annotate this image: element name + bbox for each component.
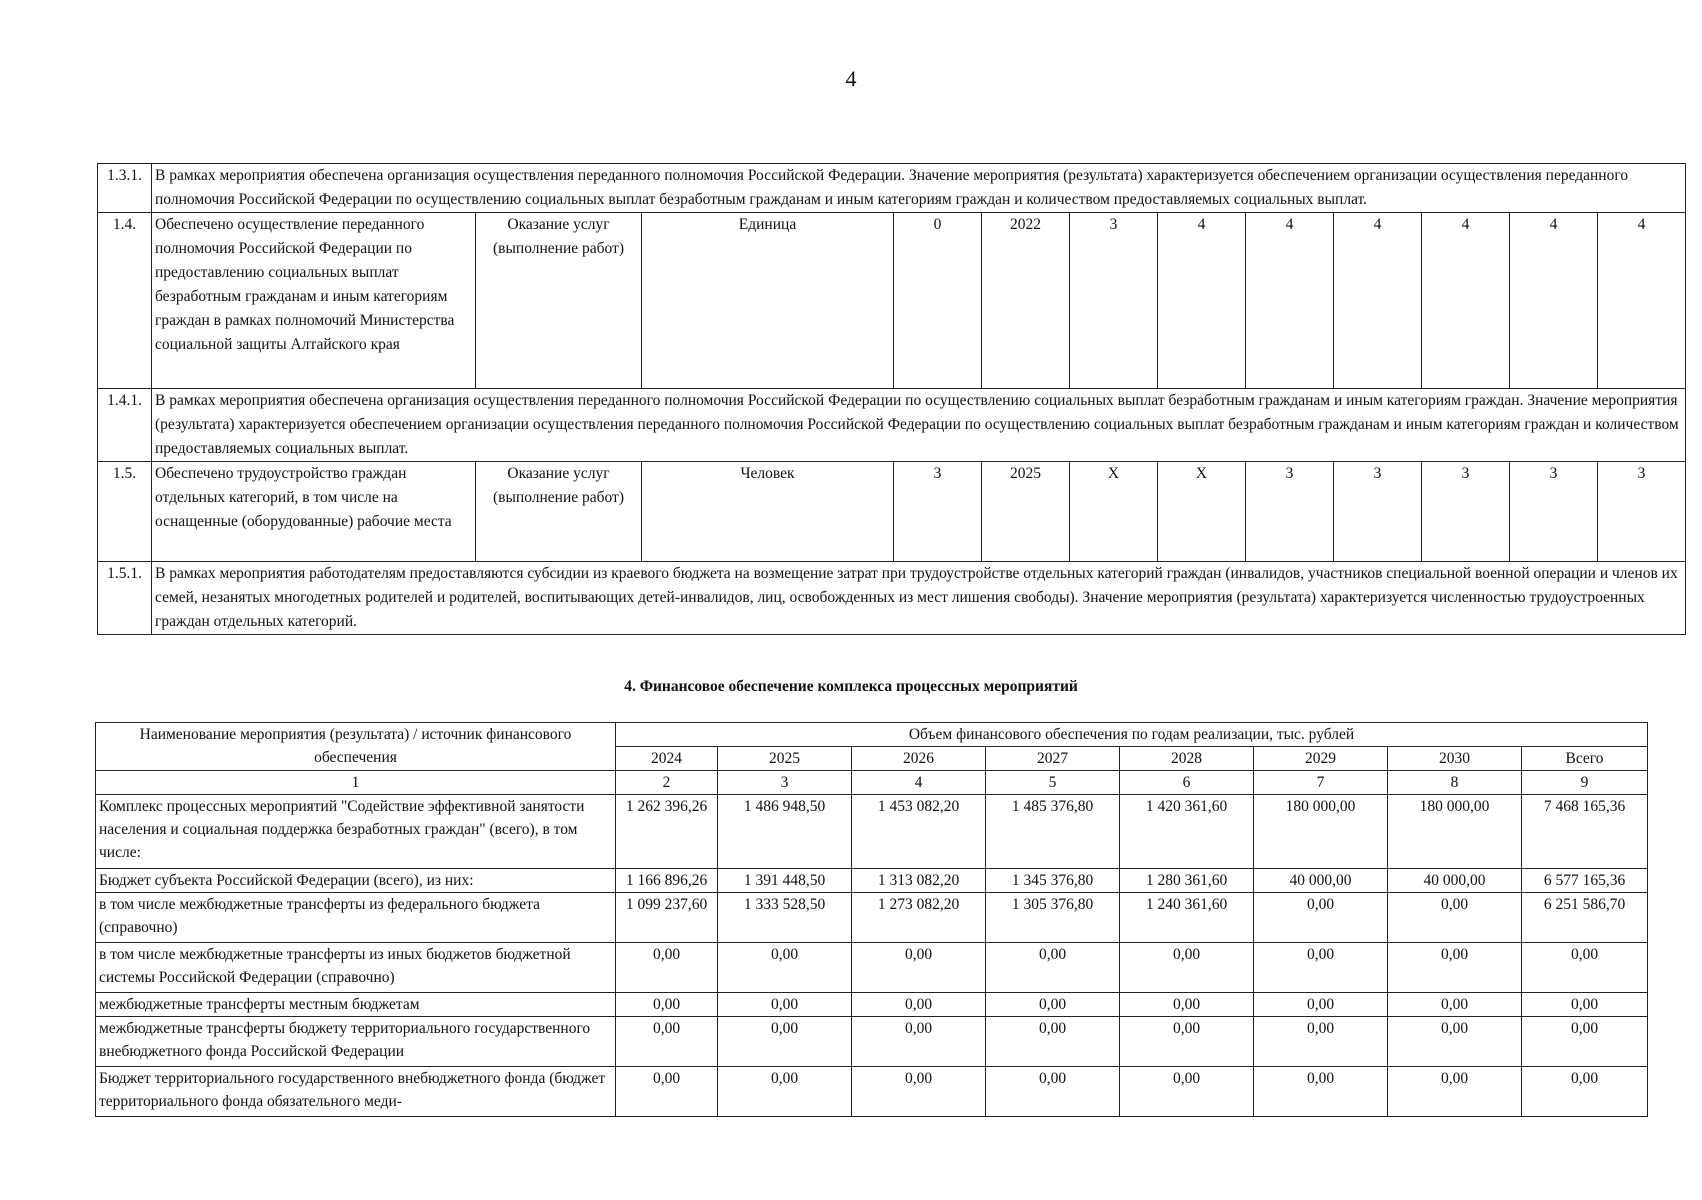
amount-cell: 180 000,00 xyxy=(1388,795,1522,869)
year-value: 4 xyxy=(1334,213,1422,389)
header-year: 2030 xyxy=(1388,747,1522,771)
amount-total-cell: 0,00 xyxy=(1522,1017,1648,1067)
year-value: 3 xyxy=(1510,462,1598,562)
amount-cell: 40 000,00 xyxy=(1388,869,1522,893)
result-kind: Оказание услуг (выполнение работ) xyxy=(476,462,642,562)
table-row xyxy=(98,462,1686,562)
amount-cell: 1 166 896,26 xyxy=(616,869,718,893)
table-row xyxy=(98,562,1686,635)
year-value: 4 xyxy=(1422,213,1510,389)
column-numbers-row xyxy=(96,771,1648,795)
header-funding-volume: Объем финансового обеспечения по годам реализации, тыс. рублей xyxy=(616,723,1648,747)
amount-cell: 1 345 376,80 xyxy=(986,869,1120,893)
table-row xyxy=(96,795,1648,869)
year-value: 4 xyxy=(1246,213,1334,389)
source-name: Бюджет субъекта Российской Федерации (всего), из них: xyxy=(96,869,616,893)
row-number: 1.3.1. xyxy=(98,164,152,213)
column-number: 2 xyxy=(616,771,718,795)
year-value: X xyxy=(1070,462,1158,562)
table-row xyxy=(96,993,1648,1017)
column-number: 4 xyxy=(852,771,986,795)
amount-cell: 0,00 xyxy=(616,1067,718,1117)
source-name: Бюджет территориального государственного внебюджетного фонда (бюджет территориального фонда обязательного меди- xyxy=(96,1067,616,1117)
table-row xyxy=(96,1067,1648,1117)
amount-cell: 1 262 396,26 xyxy=(616,795,718,869)
amount-cell: 0,00 xyxy=(1254,893,1388,943)
result-kind: Оказание услуг (выполнение работ) xyxy=(476,213,642,389)
activity-note: В рамках мероприятия обеспечена организация осуществления переданного полномочия Российской Федерации. Значение мероприятия (результата) характеризуется обеспечением организации осуществления переданного полномочия Российской Федерации по осуществлению социальных выплат безработным гражданам и иным категориям граждан и количеством предоставляемых социальных выплат. xyxy=(152,164,1686,213)
header-year: 2026 xyxy=(852,747,986,771)
header-year: 2024 xyxy=(616,747,718,771)
amount-cell: 1 486 948,50 xyxy=(718,795,852,869)
column-number: 6 xyxy=(1120,771,1254,795)
header-year: 2029 xyxy=(1254,747,1388,771)
amount-cell: 1 240 361,60 xyxy=(1120,893,1254,943)
column-number: 5 xyxy=(986,771,1120,795)
amount-cell: 1 313 082,20 xyxy=(852,869,986,893)
amount-cell: 0,00 xyxy=(852,943,986,993)
section-title: 4. Финансовое обеспечение комплекса процессных мероприятий xyxy=(624,678,1078,695)
year-value: 3 xyxy=(1422,462,1510,562)
row-number: 1.4. xyxy=(98,213,152,389)
source-name: Комплекс процессных мероприятий "Содействие эффективной занятости населения и социальная поддержка безработных граждан" (всего), в том числе: xyxy=(96,795,616,869)
header-year: 2027 xyxy=(986,747,1120,771)
amount-cell: 1 273 082,20 xyxy=(852,893,986,943)
table-row xyxy=(98,389,1686,462)
amount-cell: 0,00 xyxy=(1120,993,1254,1017)
amount-cell: 1 333 528,50 xyxy=(718,893,852,943)
amount-cell: 1 391 448,50 xyxy=(718,869,852,893)
column-number: 1 xyxy=(96,771,616,795)
amount-cell: 1 099 237,60 xyxy=(616,893,718,943)
row-number: 1.4.1. xyxy=(98,389,152,462)
row-number: 1.5. xyxy=(98,462,152,562)
amount-cell: 0,00 xyxy=(986,1067,1120,1117)
table-row xyxy=(98,164,1686,213)
year-value: 3 xyxy=(1334,462,1422,562)
base-value: 3 xyxy=(894,462,982,562)
year-value: 3 xyxy=(1598,462,1686,562)
amount-cell: 0,00 xyxy=(616,943,718,993)
unit-of-measure: Человек xyxy=(642,462,894,562)
header-source-name: Наименование мероприятия (результата) / источник финансового обеспечения xyxy=(96,723,616,771)
amount-cell: 1 280 361,60 xyxy=(1120,869,1254,893)
amount-cell: 1 420 361,60 xyxy=(1120,795,1254,869)
amount-cell: 0,00 xyxy=(852,1017,986,1067)
activity-note: В рамках мероприятия работодателям предоставляются субсидии из краевого бюджета на возмещение затрат при трудоустройстве отдельных категорий граждан (инвалидов, участников специальной военной операции и членов их семей, незанятых многодетных родителей и родителей, воспитывающих детей-инвалидов, лиц, освобожденных из мест лишения свободы). Значение мероприятия (результата) характеризуется численностью трудоустроенных граждан отдельных категорий. xyxy=(152,562,1686,635)
amount-cell: 0,00 xyxy=(986,1017,1120,1067)
amount-cell: 0,00 xyxy=(1388,1067,1522,1117)
page-number: 4 xyxy=(845,66,857,91)
amount-cell: 0,00 xyxy=(986,993,1120,1017)
row-number: 1.5.1. xyxy=(98,562,152,635)
amount-total-cell: 0,00 xyxy=(1522,993,1648,1017)
amount-cell: 0,00 xyxy=(1254,943,1388,993)
table-row xyxy=(96,893,1648,943)
table-row xyxy=(98,213,1686,389)
year-value: 4 xyxy=(1510,213,1598,389)
amount-cell: 0,00 xyxy=(852,993,986,1017)
amount-total-cell: 6 577 165,36 xyxy=(1522,869,1648,893)
amount-total-cell: 0,00 xyxy=(1522,943,1648,993)
result-name: Обеспечено осуществление переданного полномочия Российской Федерации по предоставлению социальных выплат безработным гражданам и иным категориям граждан в рамках полномочий Министерства социальной защиты Алтайского края xyxy=(152,213,476,389)
table-row xyxy=(96,1017,1648,1067)
header-year: 2028 xyxy=(1120,747,1254,771)
amount-cell: 0,00 xyxy=(1120,1067,1254,1117)
amount-cell: 0,00 xyxy=(1388,943,1522,993)
amount-cell: 0,00 xyxy=(1388,993,1522,1017)
year-value: 3 xyxy=(1246,462,1334,562)
source-name: межбюджетные трансферты бюджету территориального государственного внебюджетного фонда Российской Федерации xyxy=(96,1017,616,1067)
unit-of-measure: Единица xyxy=(642,213,894,389)
amount-total-cell: 0,00 xyxy=(1522,1067,1648,1117)
year-value: X xyxy=(1158,462,1246,562)
amount-cell: 0,00 xyxy=(1388,893,1522,943)
activities-table xyxy=(97,163,1686,635)
amount-cell: 0,00 xyxy=(616,1017,718,1067)
base-value: 0 xyxy=(894,213,982,389)
year-value: 4 xyxy=(1598,213,1686,389)
amount-cell: 0,00 xyxy=(1254,1067,1388,1117)
source-name: в том числе межбюджетные трансферты из федерального бюджета (справочно) xyxy=(96,893,616,943)
amount-cell: 0,00 xyxy=(986,943,1120,993)
source-name: в том числе межбюджетные трансферты из иных бюджетов бюджетной системы Российской Федерации (справочно) xyxy=(96,943,616,993)
amount-cell: 0,00 xyxy=(718,943,852,993)
amount-cell: 0,00 xyxy=(718,1017,852,1067)
amount-cell: 180 000,00 xyxy=(1254,795,1388,869)
amount-cell: 0,00 xyxy=(1254,993,1388,1017)
activity-note: В рамках мероприятия обеспечена организация осуществления переданного полномочия Российской Федерации по осуществлению социальных выплат безработным гражданам и иным категориям граждан. Значение мероприятия (результата) характеризуется обеспечением организации осуществления переданного полномочия Российской Федерации по осуществлению социальных выплат безработным гражданам и иным категориям граждан и количеством предоставляемых социальных выплат. xyxy=(152,389,1686,462)
amount-cell: 0,00 xyxy=(718,1067,852,1117)
finance-table xyxy=(95,722,1648,1117)
amount-total-cell: 6 251 586,70 xyxy=(1522,893,1648,943)
year-value: 4 xyxy=(1158,213,1246,389)
column-number: 3 xyxy=(718,771,852,795)
amount-cell: 0,00 xyxy=(1388,1017,1522,1067)
amount-cell: 1 453 082,20 xyxy=(852,795,986,869)
amount-cell: 0,00 xyxy=(616,993,718,1017)
amount-cell: 1 485 376,80 xyxy=(986,795,1120,869)
column-number: 7 xyxy=(1254,771,1388,795)
base-year: 2022 xyxy=(982,213,1070,389)
amount-total-cell: 7 468 165,36 xyxy=(1522,795,1648,869)
column-number: 9 xyxy=(1522,771,1648,795)
amount-cell: 40 000,00 xyxy=(1254,869,1388,893)
source-name: межбюджетные трансферты местным бюджетам xyxy=(96,993,616,1017)
amount-cell: 1 305 376,80 xyxy=(986,893,1120,943)
amount-cell: 0,00 xyxy=(1120,943,1254,993)
table-row xyxy=(96,943,1648,993)
amount-cell: 0,00 xyxy=(1120,1017,1254,1067)
amount-cell: 0,00 xyxy=(1254,1017,1388,1067)
result-name: Обеспечено трудоустройство граждан отдельных категорий, в том числе на оснащенные (оборудованные) рабочие места xyxy=(152,462,476,562)
amount-cell: 0,00 xyxy=(852,1067,986,1117)
header-total: Всего xyxy=(1522,747,1648,771)
year-value: 3 xyxy=(1070,213,1158,389)
table-row xyxy=(96,869,1648,893)
column-number: 8 xyxy=(1388,771,1522,795)
base-year: 2025 xyxy=(982,462,1070,562)
header-year: 2025 xyxy=(718,747,852,771)
header-row xyxy=(96,723,1648,747)
amount-cell: 0,00 xyxy=(718,993,852,1017)
